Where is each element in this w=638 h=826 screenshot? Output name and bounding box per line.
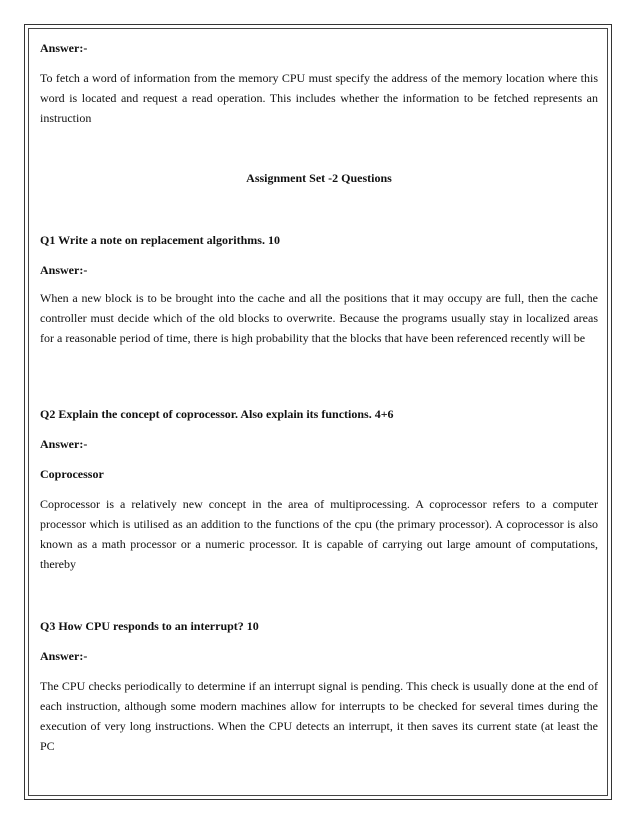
q2-question: Q2 Explain the concept of coprocessor. Also explain its functions. 4+6: [40, 407, 394, 421]
q1-answer-label: Answer:-: [40, 263, 88, 277]
answer-label-top: Answer:-: [40, 41, 88, 55]
q1-question: Q1 Write a note on replacement algorithms. 10: [40, 233, 280, 247]
q1-answer-paragraph: When a new block is to be brought into the cache and all the positions that it may occupy are full, then the cache controller must decide which of the old blocks to overwrite. Because the programs usually stay in localized areas for a reasonable period of time, there is high probability that the blocks that have been referenced recently will be: [40, 291, 598, 345]
q3-answer-label: Answer:-: [40, 649, 88, 663]
intro-paragraph: To fetch a word of information from the memory CPU must specify the address of the memory location where this word is located and request a read operation. This includes whether the information to be fetched represents an instruction: [40, 71, 598, 125]
q2-subheading: Coprocessor: [40, 467, 104, 481]
q2-answer-paragraph: Coprocessor is a relatively new concept in the area of multiprocessing. A coprocessor refers to a computer processor which is utilised as an addition to the functions of the cpu (the primary processor). A coprocessor is also known as a math processor or a numeric processor. It is capable of carrying out large amount of computations, thereby: [40, 497, 598, 571]
q3-question: Q3 How CPU responds to an interrupt? 10: [40, 619, 259, 633]
q2-answer-label: Answer:-: [40, 437, 88, 451]
q3-answer-paragraph: The CPU checks periodically to determine if an interrupt signal is pending. This check is usually done at the end of each instruction, although some modern machines allow for interrupts to be checked for several times during the execution of very long instructions. When the CPU detects an interrupt, it then saves its current state (at least the PC: [40, 679, 598, 753]
assignment-set-heading: Assignment Set -2 Questions: [246, 171, 392, 185]
